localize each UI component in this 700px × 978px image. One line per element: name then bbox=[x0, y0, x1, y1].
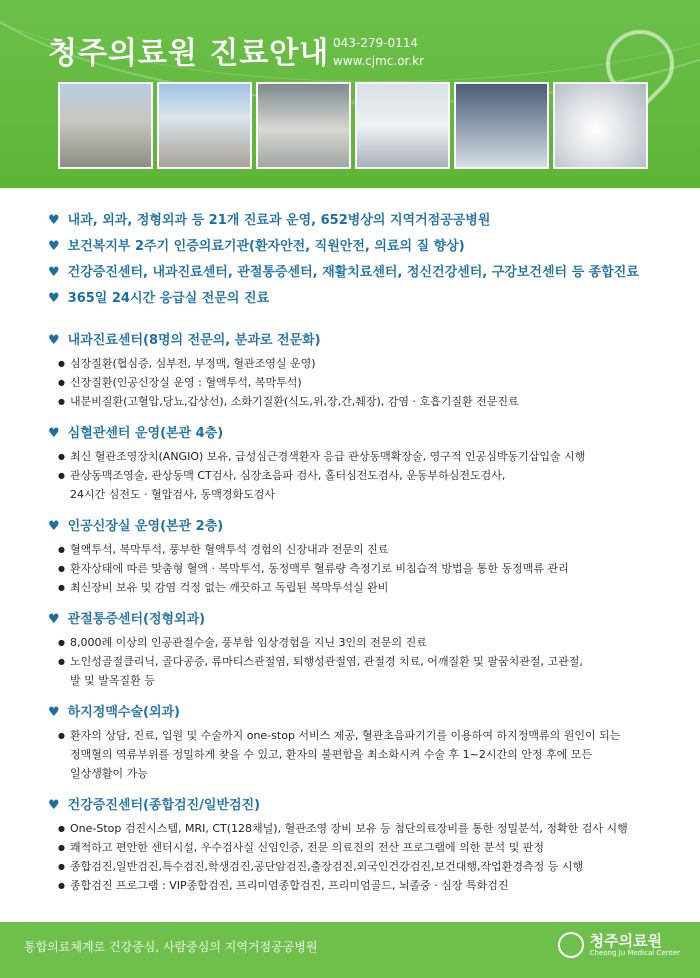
photo-strip bbox=[58, 82, 648, 169]
footer-bar bbox=[0, 922, 700, 978]
ct-scanner-photo bbox=[553, 82, 648, 169]
patient-ward-photo bbox=[256, 82, 351, 169]
section-cardiovascular bbox=[48, 423, 668, 504]
summary-list bbox=[48, 208, 668, 312]
logo-mark-icon bbox=[558, 932, 584, 958]
heart-bullet-icon: ♥ bbox=[48, 705, 60, 720]
page-title: 청주의료원 진료안내 bbox=[48, 36, 330, 71]
heart-bullet-icon: ♥ bbox=[48, 239, 60, 254]
heart-bullet-icon: ♥ bbox=[48, 291, 60, 306]
section-title: ♥ 관절통증센터(정형외과) bbox=[48, 612, 206, 627]
list-item-continuation: 정맥혈의 역류부위를 정밀하게 찾을 수 있고, 환자의 불편함을 최소화시켜 수술 후 1~2시간의 안정 후에 모든 bbox=[70, 748, 592, 761]
section-internal-medicine bbox=[48, 330, 668, 411]
heart-bullet-icon: ♥ bbox=[48, 519, 60, 534]
hospital-logo bbox=[558, 932, 680, 958]
website-url[interactable]: www.cjmc.or.kr bbox=[333, 54, 425, 68]
phone-number: 043-279-0114 bbox=[333, 36, 419, 50]
section-health-checkup bbox=[48, 795, 668, 895]
department-sections bbox=[48, 330, 668, 907]
operating-room-photo bbox=[454, 82, 549, 169]
section-dialysis bbox=[48, 516, 668, 597]
list-item: ● 환자상태에 따른 맞춤형 혈액 · 복막투석, 동정맥루 혈류량 측정기로 비침습적 방법을 통한 동정맥류 관리 bbox=[48, 559, 668, 578]
summary-item: ♥ 365일 24시간 응급실 전문의 진료 bbox=[48, 291, 270, 306]
heart-bullet-icon: ♥ bbox=[48, 213, 60, 228]
list-item-continuation: 발 및 발목질환 등 bbox=[70, 674, 155, 687]
logo-name: 청주의료원 bbox=[589, 931, 663, 950]
heart-bullet-icon: ♥ bbox=[48, 426, 60, 441]
heart-bullet-icon: ♥ bbox=[48, 265, 60, 280]
list-item: ● 최신장비 보유 및 감염 걱정 없는 깨끗하고 독립된 복막투석실 완비 bbox=[48, 578, 668, 597]
section-title: ♥ 심혈관센터 운영(본관 4층) bbox=[48, 426, 224, 441]
section-title: ♥ 내과진료센터(8명의 전문의, 분과로 전문화) bbox=[48, 333, 321, 348]
list-item-continuation: 일상생활이 가능 bbox=[70, 767, 148, 780]
list-item: ● 내분비질환(고혈압,당뇨,갑상선), 소화기질환(식도,위,장,간,췌장), 감염 · 호흡기질환 전문진료 bbox=[48, 392, 668, 411]
section-joint-pain bbox=[48, 609, 668, 690]
section-varicose-vein bbox=[48, 702, 668, 783]
contact-info bbox=[333, 34, 424, 70]
list-item: ● 신장질환(인공신장실 운영 : 혈액투석, 복막투석) bbox=[48, 373, 668, 392]
section-title: ♥ 하지정맥수술(외과) bbox=[48, 705, 181, 720]
summary-item: ♥ 내과, 외과, 정형외과 등 21개 진료과 운영, 652병상의 지역거점공공병원 bbox=[48, 213, 491, 228]
logo-subtitle: Cheong Ju Medical Center bbox=[589, 948, 680, 957]
list-item: ● 8,000례 이상의 인공관절수술, 풍부함 임상경험을 지닌 3인의 전문의 진료 bbox=[48, 633, 668, 652]
header-banner bbox=[0, 0, 700, 188]
section-title: ♥ 인공신장실 운영(본관 2층) bbox=[48, 519, 224, 534]
hospital-exterior-photo bbox=[157, 82, 252, 169]
list-item: ● 최신 혈관조영장치(ANGIO) 보유, 급성심근경색환자 응급 관상동맥확장술, 영구적 인공심박동기삽입술 시행 bbox=[48, 447, 668, 466]
footer-slogan: 통합의료체계로 건강중심, 사람중심의 지역거점공공병원 bbox=[24, 940, 318, 954]
list-item-continuation: 24시간 심전도 · 혈압검사, 동맥경화도검사 bbox=[70, 488, 275, 501]
heart-bullet-icon: ♥ bbox=[48, 333, 60, 348]
summary-item: ♥ 보건복지부 2주기 인증의료기관(환자안전, 직원안전, 의료의 질 향상) bbox=[48, 239, 465, 254]
hospital-building-photo bbox=[58, 82, 153, 169]
hospital-hallway-photo bbox=[355, 82, 450, 169]
heart-bullet-icon: ♥ bbox=[48, 798, 60, 813]
list-item: ● 종합검진 프로그램 : VIP종합검진, 프리미엄종합검진, 프리미엄골드, 뇌졸중 · 심장 특화검진 bbox=[48, 876, 668, 895]
heart-bullet-icon: ♥ bbox=[48, 612, 60, 627]
section-title: ♥ 건강증진센터(종합검진/일반검진) bbox=[48, 798, 261, 813]
list-item: ● 관상동맥조영술, 관상동맥 CT검사, 심장초음파 검사, 홀터심전도검사, 운동부하심전도검사, bbox=[48, 466, 668, 485]
list-item: ● 환자의 상담, 진료, 입원 및 수술까지 one-stop 서비스 제공, 혈관초음파기기를 이용하여 하지정맥류의 원인이 되는 bbox=[48, 726, 668, 745]
list-item: ● One-Stop 검진시스템, MRI, CT(128채널), 혈관조영 장비 보유 등 첨단의료장비를 통한 정밀분석, 정확한 검사 시행 bbox=[48, 819, 668, 838]
list-item: ● 혈액투석, 복막투석, 풍부한 혈액투석 경험의 신장내과 전문의 진료 bbox=[48, 540, 668, 559]
list-item: ● 쾌적하고 편안한 센터시설, 우수검사실 신임인증, 전문 의료진의 전산 프로그램에 의한 분석 및 판정 bbox=[48, 838, 668, 857]
list-item: ● 종합검진,일반검진,특수검진,학생검진,공단암검진,출장검진,외국인건강검진,보건대행,작업환경측정 등 시행 bbox=[48, 857, 668, 876]
list-item: ● 심장질환(협심증, 심부전, 부정맥, 혈관조영실 운영) bbox=[48, 354, 668, 373]
summary-item: ♥ 건강증진센터, 내과진료센터, 관절통증센터, 재활치료센터, 정신건강센터, 구강보건센터 등 종합진료 bbox=[48, 265, 639, 280]
list-item: ● 노인성골절클리닉, 골다공증, 류마티스관절염, 퇴행성관절염, 관절경 치료, 어깨질환 및 팔꿈치관절, 고관절, bbox=[48, 652, 668, 671]
